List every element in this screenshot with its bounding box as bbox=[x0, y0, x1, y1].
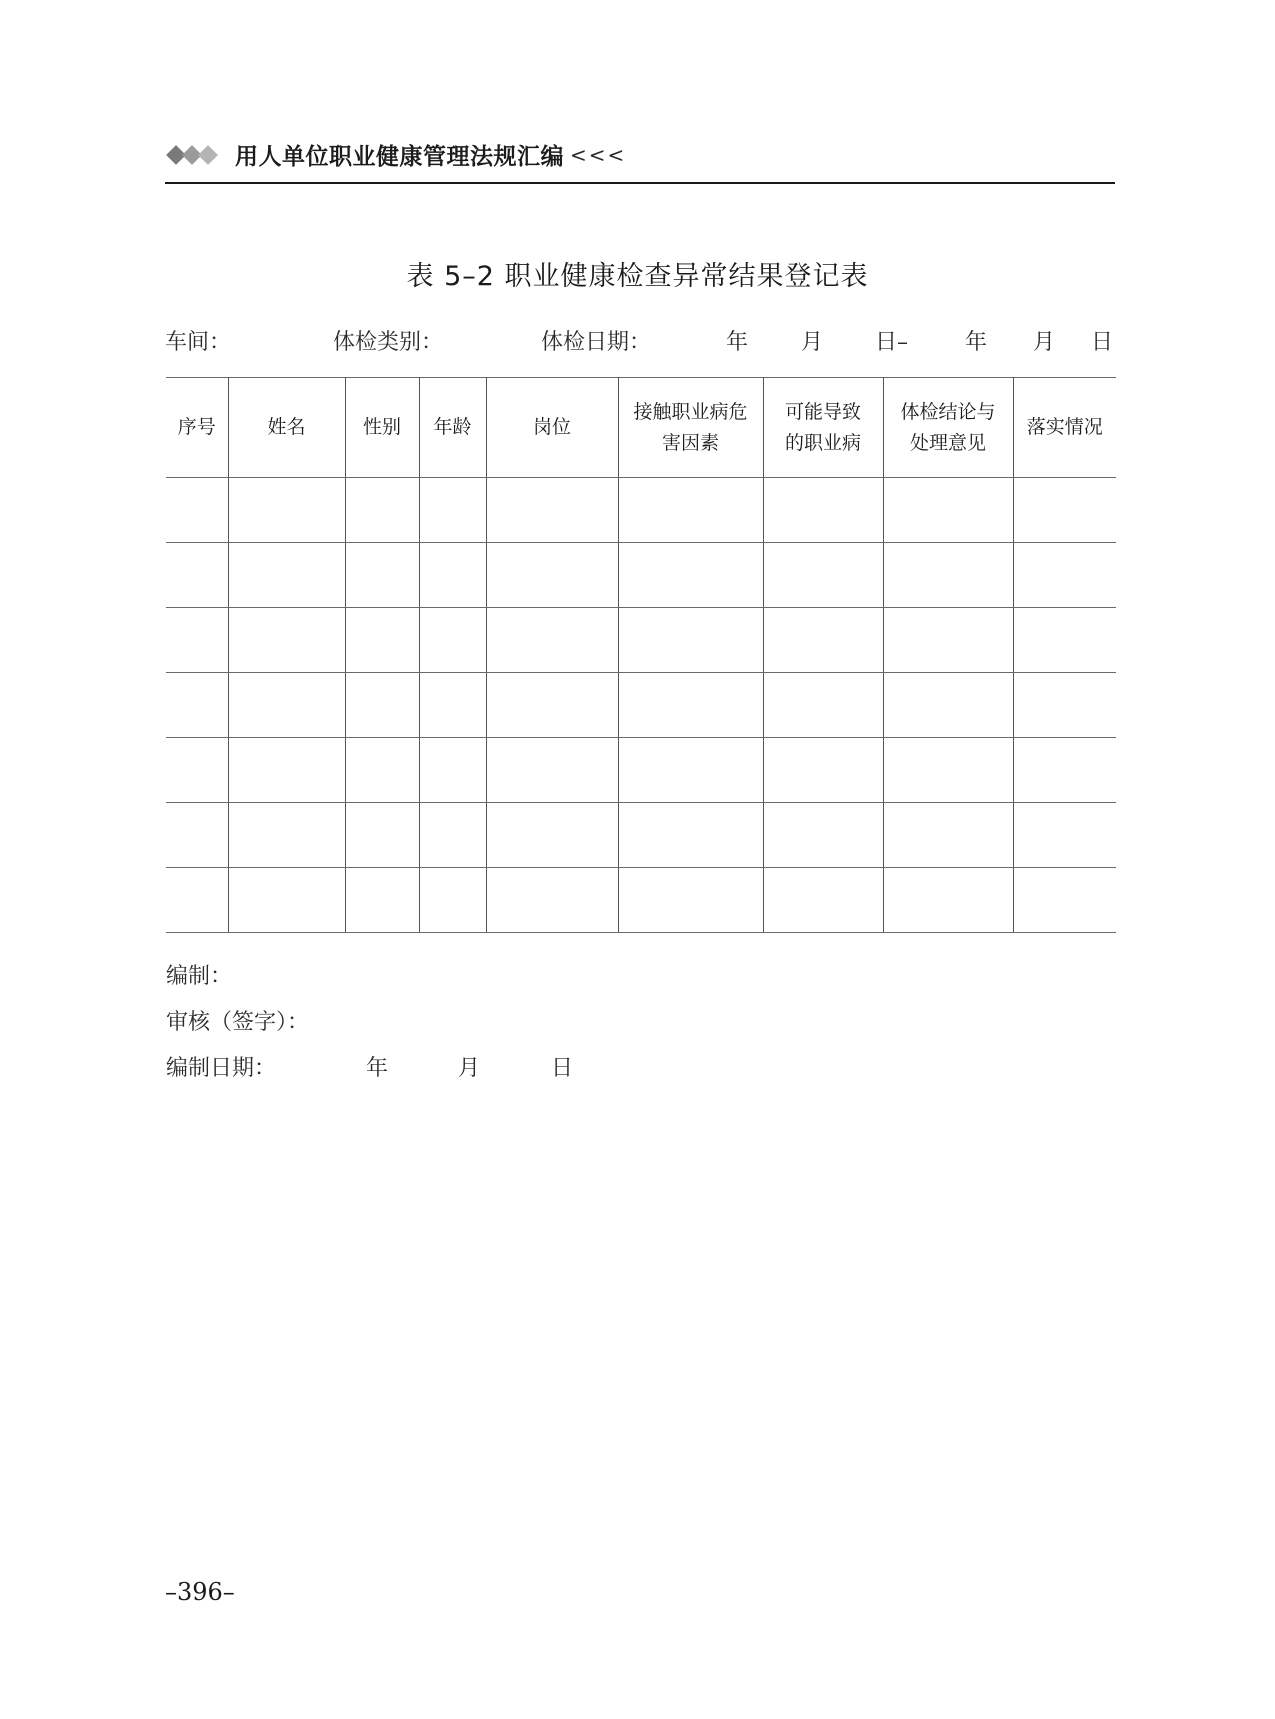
end-day-label: 日 bbox=[1091, 330, 1114, 355]
table-cell[interactable] bbox=[763, 478, 883, 543]
table-cell[interactable] bbox=[345, 608, 419, 673]
table-cell[interactable] bbox=[618, 543, 763, 608]
page-number: –396– bbox=[165, 1578, 235, 1606]
header-possible-disease: 可能导致 的职业病 bbox=[763, 378, 883, 478]
header-conclusion: 体检结论与 处理意见 bbox=[883, 378, 1013, 478]
table-cell[interactable] bbox=[166, 868, 228, 933]
table-cell[interactable] bbox=[228, 543, 345, 608]
prepared-by-line: 编制： bbox=[166, 964, 233, 989]
end-year-label: 年 bbox=[965, 330, 988, 355]
table-cell[interactable] bbox=[883, 868, 1013, 933]
form-meta-line bbox=[165, 325, 1115, 359]
header-serial-no: 序号 bbox=[166, 378, 228, 478]
table-cell[interactable] bbox=[618, 803, 763, 868]
table-cell[interactable] bbox=[883, 478, 1013, 543]
table-cell[interactable] bbox=[166, 478, 228, 543]
table-cell[interactable] bbox=[1013, 478, 1116, 543]
reviewed-by-line: 审核（签字）： bbox=[166, 1010, 310, 1035]
table-cell[interactable] bbox=[618, 868, 763, 933]
start-year-label: 年 bbox=[726, 330, 749, 355]
end-month-label: 月 bbox=[1033, 330, 1056, 355]
table-cell[interactable] bbox=[419, 738, 486, 803]
table-cell[interactable] bbox=[763, 868, 883, 933]
running-head bbox=[165, 138, 626, 171]
table-cell[interactable] bbox=[763, 543, 883, 608]
prepared-date-line: 编制日期： 年 月 日 bbox=[166, 1052, 309, 1098]
header-sex: 性别 bbox=[345, 378, 419, 478]
table-cell[interactable] bbox=[883, 738, 1013, 803]
workshop-label: 车间： bbox=[165, 330, 232, 355]
table-cell[interactable] bbox=[166, 803, 228, 868]
table-cell[interactable] bbox=[166, 608, 228, 673]
table-cell[interactable] bbox=[883, 803, 1013, 868]
table-cell[interactable] bbox=[345, 738, 419, 803]
table-row bbox=[166, 868, 1116, 933]
footer-day-label: 日 bbox=[551, 1056, 574, 1081]
table-cell[interactable] bbox=[618, 478, 763, 543]
table-cell[interactable] bbox=[486, 543, 618, 608]
table-cell[interactable] bbox=[345, 543, 419, 608]
table-cell[interactable] bbox=[228, 673, 345, 738]
table-cell[interactable] bbox=[1013, 803, 1116, 868]
table-cell[interactable] bbox=[345, 803, 419, 868]
exam-date-label: 体检日期： bbox=[541, 330, 652, 355]
table-cell[interactable] bbox=[763, 738, 883, 803]
table-cell[interactable] bbox=[228, 608, 345, 673]
header-name: 姓名 bbox=[228, 378, 345, 478]
table-cell[interactable] bbox=[419, 608, 486, 673]
table-row bbox=[166, 738, 1116, 803]
table-cell[interactable] bbox=[618, 738, 763, 803]
footer-year-label: 年 bbox=[366, 1056, 389, 1081]
table-cell[interactable] bbox=[1013, 673, 1116, 738]
diamond-ornament-icon bbox=[165, 142, 227, 168]
table-cell[interactable] bbox=[1013, 608, 1116, 673]
table-cell[interactable] bbox=[419, 868, 486, 933]
header-age: 年龄 bbox=[419, 378, 486, 478]
table-cell[interactable] bbox=[763, 803, 883, 868]
footer-month-label: 月 bbox=[458, 1056, 481, 1081]
table-cell[interactable] bbox=[345, 478, 419, 543]
table-cell[interactable] bbox=[486, 803, 618, 868]
table-cell[interactable] bbox=[883, 543, 1013, 608]
table-cell[interactable] bbox=[486, 738, 618, 803]
table-cell[interactable] bbox=[486, 673, 618, 738]
table-cell[interactable] bbox=[1013, 543, 1116, 608]
header-dashed-rule bbox=[165, 182, 1115, 184]
table-cell[interactable] bbox=[486, 608, 618, 673]
table-cell[interactable] bbox=[345, 868, 419, 933]
table-cell[interactable] bbox=[763, 673, 883, 738]
table-cell[interactable] bbox=[228, 738, 345, 803]
running-head-chevrons: <<< bbox=[570, 142, 627, 167]
table-cell[interactable] bbox=[1013, 868, 1116, 933]
table-cell[interactable] bbox=[419, 673, 486, 738]
start-day-label: 日– bbox=[875, 330, 909, 355]
table-cell[interactable] bbox=[419, 478, 486, 543]
table-cell[interactable] bbox=[228, 478, 345, 543]
table-cell[interactable] bbox=[1013, 738, 1116, 803]
table-cell[interactable] bbox=[883, 608, 1013, 673]
header-hazard-factors: 接触职业病危 害因素 bbox=[618, 378, 763, 478]
header-post: 岗位 bbox=[486, 378, 618, 478]
table-cell[interactable] bbox=[486, 478, 618, 543]
table-row bbox=[166, 803, 1116, 868]
signature-block bbox=[166, 960, 574, 1098]
table-cell[interactable] bbox=[228, 868, 345, 933]
table-row bbox=[166, 478, 1116, 543]
table-cell[interactable] bbox=[618, 608, 763, 673]
table-row bbox=[166, 608, 1116, 673]
start-month-label: 月 bbox=[801, 330, 824, 355]
table-title: 表 5–2 职业健康检查异常结果登记表 bbox=[406, 261, 869, 292]
table-cell[interactable] bbox=[166, 543, 228, 608]
table-cell[interactable] bbox=[486, 868, 618, 933]
table-cell[interactable] bbox=[166, 738, 228, 803]
table-cell[interactable] bbox=[228, 803, 345, 868]
exam-type-label: 体检类别： bbox=[333, 330, 444, 355]
table-header-row bbox=[166, 378, 1116, 478]
header-implementation: 落实情况 bbox=[1013, 378, 1116, 478]
table-cell[interactable] bbox=[345, 673, 419, 738]
table-cell[interactable] bbox=[883, 673, 1013, 738]
abnormal-results-table bbox=[166, 377, 1116, 933]
running-head-title: 用人单位职业健康管理法规汇编 bbox=[235, 143, 564, 170]
table-cell[interactable] bbox=[419, 803, 486, 868]
table-cell[interactable] bbox=[618, 673, 763, 738]
table-cell[interactable] bbox=[419, 543, 486, 608]
table-row bbox=[166, 673, 1116, 738]
table-cell[interactable] bbox=[166, 673, 228, 738]
table-cell[interactable] bbox=[763, 608, 883, 673]
table-row bbox=[166, 543, 1116, 608]
